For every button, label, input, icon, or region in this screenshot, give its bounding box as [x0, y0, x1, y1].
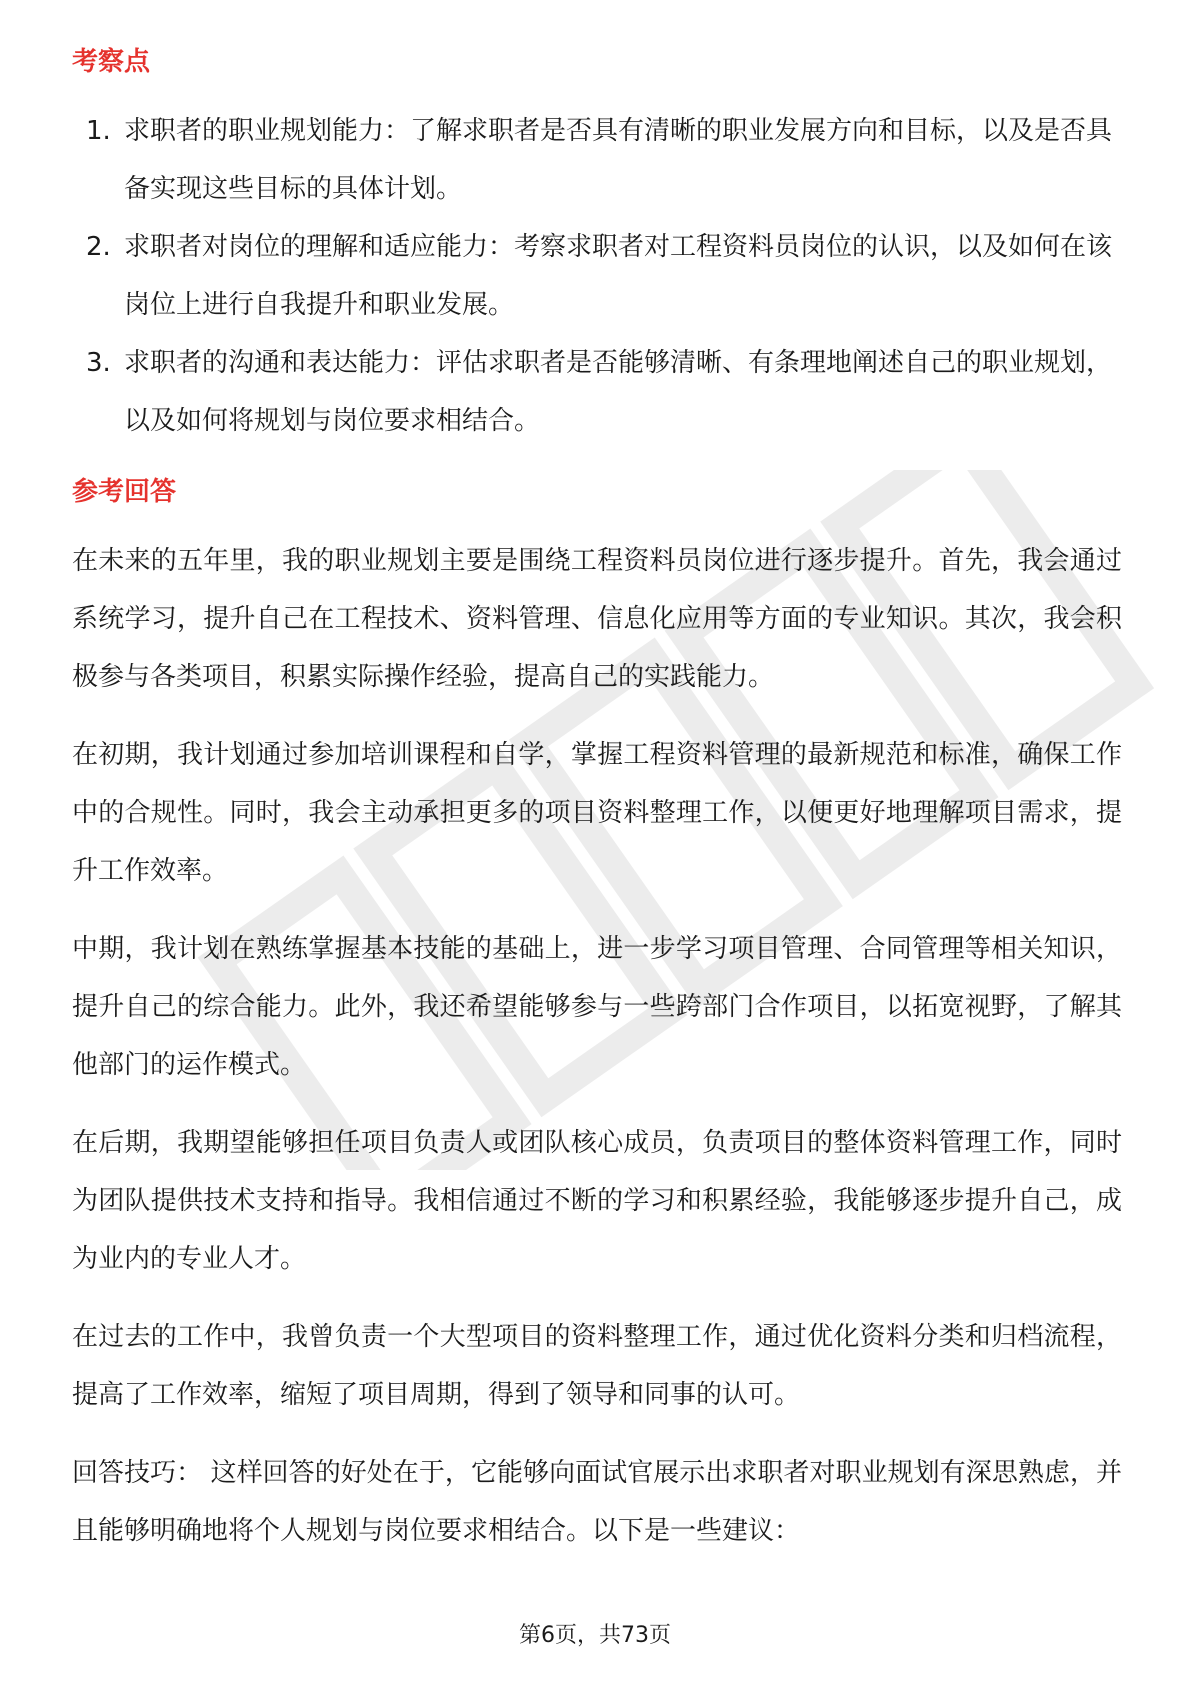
- heading-key-points: 考察点: [72, 47, 151, 77]
- key-points-list: [72, 102, 1122, 450]
- page-footer: 第6页，共73页: [519, 1623, 671, 1648]
- list-item-text: 求职者的职业规划能力：了解求职者是否具有清晰的职业发展方向和目标，以及是否具备实现这些目标的具体计划。: [124, 116, 1113, 204]
- list-number: 1.: [86, 116, 111, 146]
- list-item: [72, 218, 1122, 334]
- list-number: 3.: [86, 348, 111, 378]
- answer-tips-paragraph: 回答技巧： 这样回答的好处在于，它能够向面试官展示出求职者对职业规划有深思熟虑，并且能够明确地将个人规划与岗位要求相结合。以下是一些建议：: [72, 1458, 1122, 1546]
- list-item: [72, 334, 1122, 450]
- list-item: [72, 102, 1122, 218]
- answer-paragraph: 中期，我计划在熟练掌握基本技能的基础上，进一步学习项目管理、合同管理等相关知识，提升自己的综合能力。此外，我还希望能够参与一些跨部门合作项目，以拓宽视野，了解其他部门的运作模式。: [72, 934, 1122, 1080]
- document-page: [72, 44, 1122, 1580]
- list-item-text: 求职者对岗位的理解和适应能力：考察求职者对工程资料员岗位的认识，以及如何在该岗位上进行自我提升和职业发展。: [124, 232, 1113, 320]
- list-number: 2.: [86, 232, 111, 262]
- list-item-text: 求职者的沟通和表达能力：评估求职者是否能够清晰、有条理地阐述自己的职业规划，以及如何将规划与岗位要求相结合。: [124, 348, 1113, 436]
- answer-paragraph: 在未来的五年里，我的职业规划主要是围绕工程资料员岗位进行逐步提升。首先，我会通过系统学习，提升自己在工程技术、资料管理、信息化应用等方面的专业知识。其次，我会积极参与各类项目，积累实际操作经验，提高自己的实践能力。: [72, 546, 1122, 692]
- heading-reference-answer: 参考回答: [72, 477, 177, 507]
- answer-paragraph: 在后期，我期望能够担任项目负责人或团队核心成员，负责项目的整体资料管理工作，同时为团队提供技术支持和指导。我相信通过不断的学习和积累经验，我能够逐步提升自己，成为业内的专业人才。: [72, 1128, 1122, 1274]
- answer-paragraph: 在过去的工作中，我曾负责一个大型项目的资料整理工作，通过优化资料分类和归档流程，提高了工作效率，缩短了项目周期，得到了领导和同事的认可。: [72, 1322, 1122, 1410]
- answer-paragraph: 在初期，我计划通过参加培训课程和自学，掌握工程资料管理的最新规范和标准，确保工作中的合规性。同时，我会主动承担更多的项目资料整理工作，以便更好地理解项目需求，提升工作效率。: [72, 740, 1122, 886]
